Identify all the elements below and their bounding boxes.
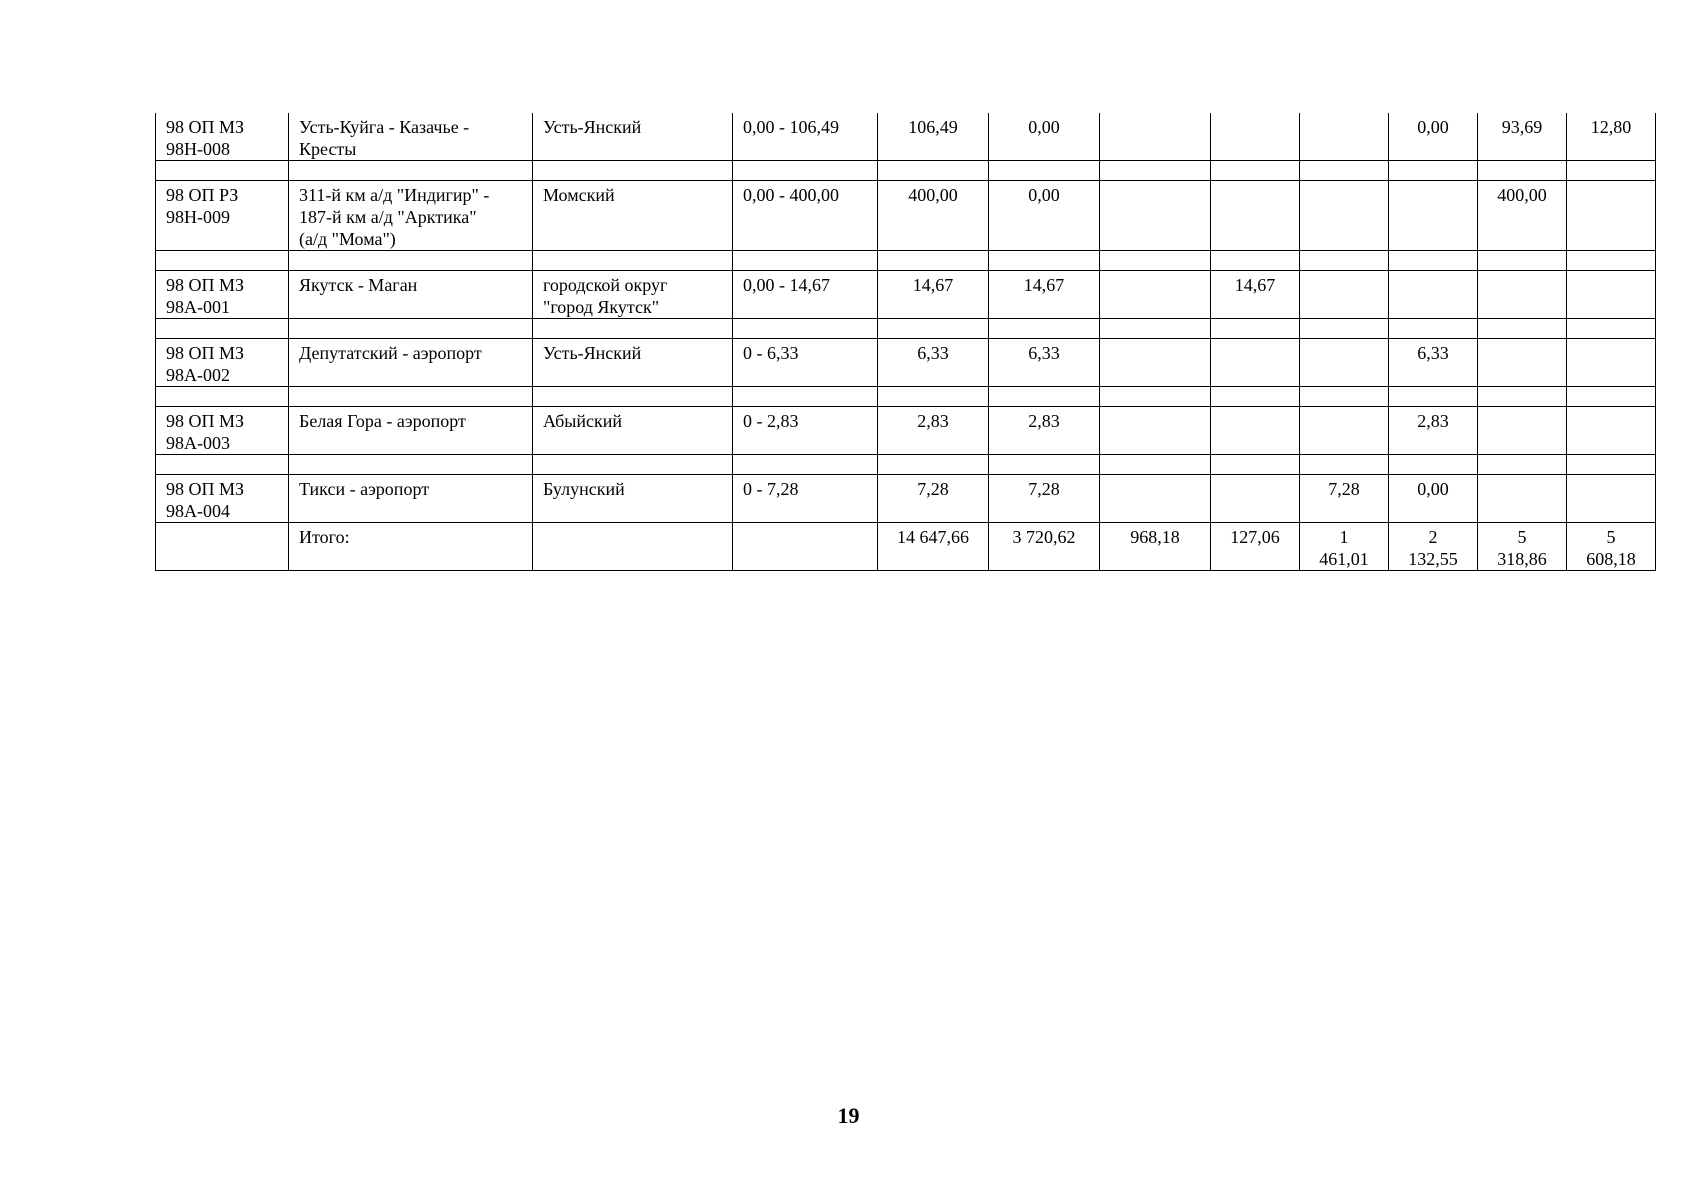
- road-code-cell: 98 ОП МЗ 98А-004: [156, 475, 289, 523]
- empty-cell: [878, 387, 989, 407]
- empty-cell: [1100, 455, 1211, 475]
- road-code-cell: 98 ОП МЗ 98А-002: [156, 339, 289, 387]
- value-cell: [1300, 339, 1389, 387]
- value-cell: [1567, 181, 1656, 251]
- empty-cell: [1567, 319, 1656, 339]
- road-name-cell: Депутатский - аэропорт: [289, 339, 533, 387]
- value-cell: [1211, 475, 1300, 523]
- empty-cell: [1100, 251, 1211, 271]
- value-cell: 93,69: [1478, 113, 1567, 161]
- table-body: [156, 113, 1656, 571]
- value-cell: 6,33: [878, 339, 989, 387]
- empty-cell: [1300, 455, 1389, 475]
- empty-cell: [1567, 161, 1656, 181]
- value-cell: [1300, 181, 1389, 251]
- empty-cell: [533, 251, 733, 271]
- value-cell: [1100, 271, 1211, 319]
- district-cell: Усть-Янский: [533, 113, 733, 161]
- value-cell: [1211, 113, 1300, 161]
- empty-cell: [289, 319, 533, 339]
- empty-cell: [733, 319, 878, 339]
- page-number: 19: [837, 1103, 860, 1128]
- empty-cell: [878, 251, 989, 271]
- value-cell: 14,67: [1211, 271, 1300, 319]
- empty-cell: [1100, 387, 1211, 407]
- spacer-row: [156, 251, 1656, 271]
- empty-cell: [1567, 251, 1656, 271]
- table-row: [156, 475, 1656, 523]
- value-cell: 0,00: [1389, 475, 1478, 523]
- empty-cell: [533, 319, 733, 339]
- table-row: [156, 271, 1656, 319]
- empty-cell: [878, 319, 989, 339]
- road-code-cell: 98 ОП МЗ 98А-001: [156, 271, 289, 319]
- empty-cell: [289, 387, 533, 407]
- value-cell: 2,83: [989, 407, 1100, 455]
- empty-cell: [989, 455, 1100, 475]
- empty-cell: [156, 319, 289, 339]
- spacer-row: [156, 455, 1656, 475]
- km-range-cell: 0,00 - 400,00: [733, 181, 878, 251]
- value-cell: [1100, 407, 1211, 455]
- value-cell: [1478, 271, 1567, 319]
- road-name-cell: Белая Гора - аэропорт: [289, 407, 533, 455]
- total-value-cell: 1 461,01: [1300, 523, 1389, 571]
- empty-cell: [989, 387, 1100, 407]
- value-cell: [1567, 339, 1656, 387]
- value-cell: [1100, 113, 1211, 161]
- road-name-cell: Тикси - аэропорт: [289, 475, 533, 523]
- km-range-cell: 0,00 - 106,49: [733, 113, 878, 161]
- value-cell: [1211, 407, 1300, 455]
- road-name-cell: 311-й км а/д "Индигир" - 187-й км а/д "Арктика" (а/д "Мома"): [289, 181, 533, 251]
- empty-cell: [989, 319, 1100, 339]
- road-code-cell: 98 ОП МЗ 98Н-008: [156, 113, 289, 161]
- empty-cell: [156, 387, 289, 407]
- value-cell: [1567, 271, 1656, 319]
- road-name-cell: Якутск - Маган: [289, 271, 533, 319]
- empty-cell: [533, 161, 733, 181]
- empty-cell: [1100, 161, 1211, 181]
- total-value-cell: 5 318,86: [1478, 523, 1567, 571]
- value-cell: [1567, 475, 1656, 523]
- total-value-cell: 5 608,18: [1567, 523, 1656, 571]
- total-label-cell: Итого:: [289, 523, 533, 571]
- empty-cell: [289, 455, 533, 475]
- empty-cell: [1567, 455, 1656, 475]
- empty-cell: [878, 161, 989, 181]
- road-code-cell: 98 ОП РЗ 98Н-009: [156, 181, 289, 251]
- total-row: [156, 523, 1656, 571]
- spacer-row: [156, 161, 1656, 181]
- value-cell: [1300, 271, 1389, 319]
- total-value-cell: 14 647,66: [878, 523, 989, 571]
- value-cell: [1211, 181, 1300, 251]
- value-cell: [1389, 181, 1478, 251]
- empty-cell: [1300, 161, 1389, 181]
- km-range-cell: 0 - 6,33: [733, 339, 878, 387]
- table-row: [156, 407, 1656, 455]
- value-cell: [1300, 407, 1389, 455]
- value-cell: 6,33: [1389, 339, 1478, 387]
- empty-cell: [733, 161, 878, 181]
- table-row: [156, 113, 1656, 161]
- table-row: [156, 181, 1656, 251]
- empty-cell: [1211, 161, 1300, 181]
- empty-cell: [1389, 455, 1478, 475]
- spacer-row: [156, 387, 1656, 407]
- empty-cell: [156, 455, 289, 475]
- empty-cell: [1211, 455, 1300, 475]
- empty-cell: [1389, 251, 1478, 271]
- road-name-cell: Усть-Куйга - Казачье - Кресты: [289, 113, 533, 161]
- total-value-cell: 2 132,55: [1389, 523, 1478, 571]
- total-value-cell: 127,06: [1211, 523, 1300, 571]
- value-cell: [1100, 339, 1211, 387]
- district-cell: городской округ "город Якутск": [533, 271, 733, 319]
- value-cell: [1300, 113, 1389, 161]
- spacer-row: [156, 319, 1656, 339]
- value-cell: 12,80: [1567, 113, 1656, 161]
- value-cell: 14,67: [878, 271, 989, 319]
- empty-cell: [156, 251, 289, 271]
- empty-cell: [733, 523, 878, 571]
- empty-cell: [878, 455, 989, 475]
- empty-cell: [1211, 319, 1300, 339]
- empty-cell: [533, 523, 733, 571]
- empty-cell: [733, 387, 878, 407]
- value-cell: [1478, 339, 1567, 387]
- empty-cell: [733, 251, 878, 271]
- empty-cell: [533, 455, 733, 475]
- km-range-cell: 0 - 7,28: [733, 475, 878, 523]
- value-cell: 0,00: [989, 113, 1100, 161]
- value-cell: 400,00: [878, 181, 989, 251]
- empty-cell: [1211, 387, 1300, 407]
- value-cell: 2,83: [1389, 407, 1478, 455]
- value-cell: [1567, 407, 1656, 455]
- empty-cell: [989, 251, 1100, 271]
- empty-cell: [1300, 319, 1389, 339]
- value-cell: 7,28: [989, 475, 1100, 523]
- empty-cell: [989, 161, 1100, 181]
- empty-cell: [1478, 455, 1567, 475]
- district-cell: Булунский: [533, 475, 733, 523]
- value-cell: 106,49: [878, 113, 989, 161]
- total-value-cell: 968,18: [1100, 523, 1211, 571]
- value-cell: 7,28: [1300, 475, 1389, 523]
- value-cell: [1100, 475, 1211, 523]
- value-cell: 2,83: [878, 407, 989, 455]
- value-cell: [1478, 407, 1567, 455]
- empty-cell: [289, 161, 533, 181]
- empty-cell: [156, 161, 289, 181]
- empty-cell: [1389, 387, 1478, 407]
- value-cell: [1478, 475, 1567, 523]
- empty-cell: [1389, 319, 1478, 339]
- value-cell: 0,00: [989, 181, 1100, 251]
- empty-cell: [1478, 161, 1567, 181]
- empty-cell: [1478, 319, 1567, 339]
- value-cell: 400,00: [1478, 181, 1567, 251]
- value-cell: [1211, 339, 1300, 387]
- empty-cell: [1389, 161, 1478, 181]
- km-range-cell: 0 - 2,83: [733, 407, 878, 455]
- empty-cell: [533, 387, 733, 407]
- value-cell: [1100, 181, 1211, 251]
- empty-cell: [1100, 319, 1211, 339]
- road-code-cell: 98 ОП МЗ 98А-003: [156, 407, 289, 455]
- district-cell: Усть-Янский: [533, 339, 733, 387]
- value-cell: [1389, 271, 1478, 319]
- empty-cell: [1300, 251, 1389, 271]
- empty-cell: [1478, 387, 1567, 407]
- table-row: [156, 339, 1656, 387]
- value-cell: 14,67: [989, 271, 1100, 319]
- km-range-cell: 0,00 - 14,67: [733, 271, 878, 319]
- district-cell: Момский: [533, 181, 733, 251]
- empty-cell: [1300, 387, 1389, 407]
- empty-cell: [289, 251, 533, 271]
- empty-cell: [1478, 251, 1567, 271]
- empty-cell: [733, 455, 878, 475]
- value-cell: 0,00: [1389, 113, 1478, 161]
- empty-cell: [1211, 251, 1300, 271]
- empty-cell: [156, 523, 289, 571]
- total-value-cell: 3 720,62: [989, 523, 1100, 571]
- empty-cell: [1567, 387, 1656, 407]
- district-cell: Абыйский: [533, 407, 733, 455]
- value-cell: 6,33: [989, 339, 1100, 387]
- value-cell: 7,28: [878, 475, 989, 523]
- roads-table: [155, 113, 1656, 571]
